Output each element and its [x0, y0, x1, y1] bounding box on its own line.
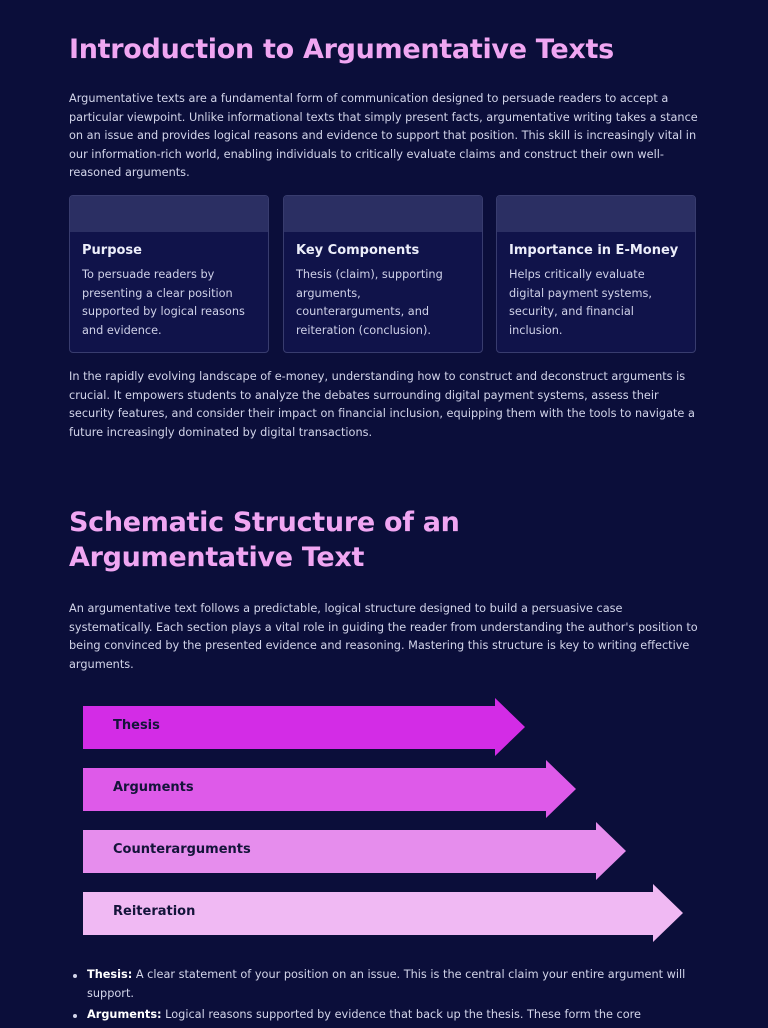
structure-bullet-list — [87, 966, 699, 1028]
section-title-schematic: Schematic Structure of an Argumentative Text — [69, 507, 460, 573]
bullet-term: Arguments: — [87, 1008, 162, 1021]
bullet-text: A clear statement of your position on an issue. This is the central claim your entire argument will support. — [87, 968, 686, 1000]
info-cards — [69, 195, 699, 355]
card-title: Purpose — [82, 243, 142, 258]
card-header-band — [70, 196, 268, 232]
intro-paragraph: Argumentative texts are a fundamental form of communication designed to persuade readers to accept a particular viewpoint. Unlike informational texts that simply present facts, argumentative writing takes a stance on an issue and provides logical reasons and evidence to support that position. This skill is increasingly vital in our information-rich world, enabling individuals to critically evaluate claims and construct their own well-reasoned arguments. — [69, 92, 698, 179]
bullet-term: Thesis: — [87, 968, 133, 981]
arrow-label: Reiteration — [113, 904, 196, 919]
arrow-label: Counterarguments — [113, 842, 251, 857]
card-header-band — [284, 196, 482, 232]
arrow-label: Arguments — [113, 780, 194, 795]
bullet-text: Logical reasons supported by evidence that back up the thesis. These form the core — [161, 1008, 641, 1021]
arrow-counterarguments — [83, 822, 629, 882]
arrow-label: Thesis — [113, 718, 160, 733]
list-item — [87, 966, 699, 1003]
structure-arrow-diagram — [83, 698, 703, 948]
outro-paragraph: In the rapidly evolving landscape of e-money, understanding how to construct and deconstruct arguments is crucial. It empowers students to analyze the debates surrounding digital payment systems, assess their security features, and consider their impact on financial inclusion, equipping them with the tools to navigate a future increasingly dominated by digital transactions. — [69, 370, 695, 439]
card-title: Importance in E-Money — [509, 243, 679, 258]
section-title-introduction: Introduction to Argumentative Texts — [69, 34, 614, 65]
card-purpose — [69, 195, 269, 353]
card-text: To persuade readers by presenting a clear position supported by logical reasons and evidence. — [82, 268, 245, 337]
card-text: Thesis (claim), supporting arguments, counterarguments, and reiteration (conclusion). — [296, 268, 443, 337]
arrow-arguments — [83, 760, 579, 820]
arrow-reiteration — [83, 884, 686, 944]
card-key-components — [283, 195, 483, 353]
card-importance-e-money — [496, 195, 696, 353]
card-title: Key Components — [296, 243, 420, 258]
arrow-thesis — [83, 698, 528, 758]
card-header-band — [497, 196, 695, 232]
list-item — [87, 1006, 699, 1025]
structure-intro-paragraph: An argumentative text follows a predictable, logical structure designed to build a persuasive case systematically. Each section plays a vital role in guiding the reader from understanding the author's position to being convinced by the presented evidence and reasoning. Mastering this structure is key to writing effective arguments. — [69, 602, 698, 671]
card-text: Helps critically evaluate digital payment systems, security, and financial inclusion. — [509, 268, 652, 337]
